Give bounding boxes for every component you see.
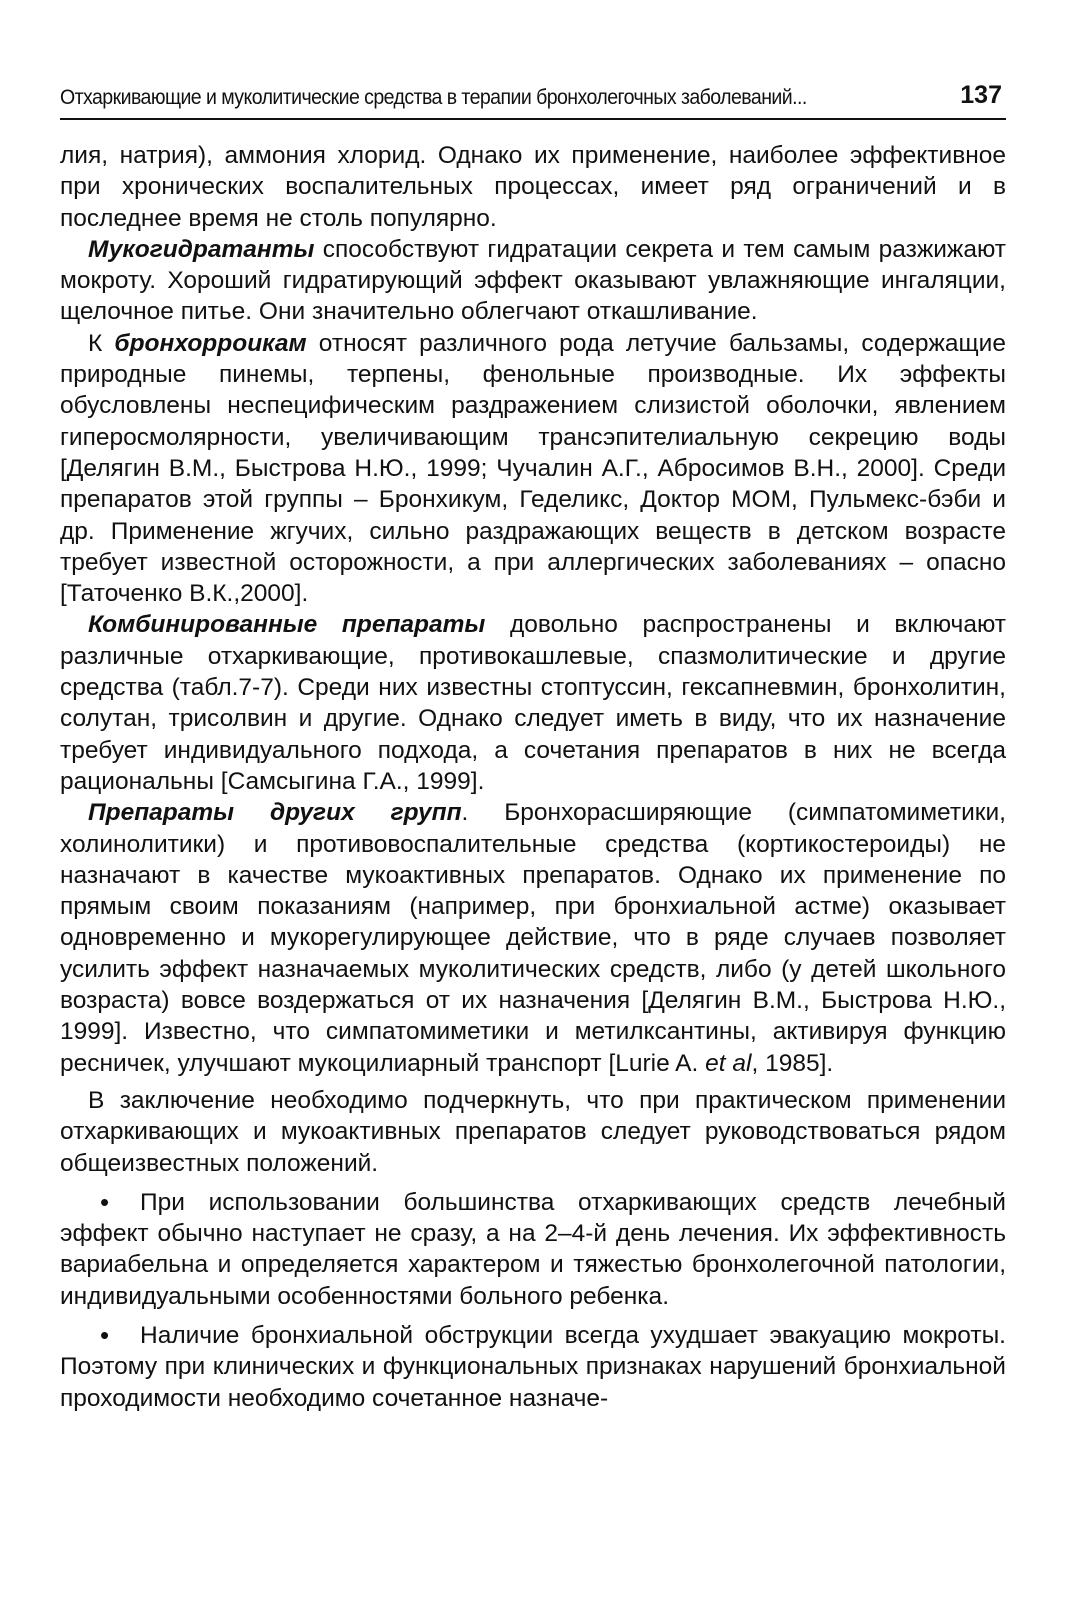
italic-et-al: et al [705,1049,752,1077]
running-header [60,70,1006,120]
bullet-dot-icon: • [100,1319,110,1350]
bullet-item [60,1187,1006,1312]
bullet-text: При использовании большинства отхаркивающих средств лечебный эффект обычно наступает не сразу, а на 2–4-й день лечения. Их эффективность вариабельна и определяется характером и тяжестью бронхолегочной патологии, индивидуальными особенностями больного ребенка. [60,1188,1006,1310]
book-page [60,70,1006,1414]
term-other-groups: Препараты других групп [88,799,462,827]
paragraph-conclusion [60,1085,1006,1179]
paragraph-mucohydratants [60,234,1006,328]
paragraph-combined-drugs [60,609,1006,797]
bullet-dot-icon: • [100,1186,110,1217]
bullet-item [60,1320,1006,1414]
paragraph-continuation [60,140,1006,234]
term-bronchorrhoics: бронхорроикам [114,329,307,357]
bullet-text: Наличие бронхиальной обструкции всегда ухудшает эвакуацию мокроты. Поэтому при клинических и функциональных признаках нарушений бронхиальной проходимости необходимо сочетанное назначе- [60,1321,1006,1412]
paragraph-other-groups [60,797,1006,1079]
paragraph-text: относят различного рода летучие бальзамы, содержащие природные пинемы, терпены, фенольные производные. Их эффекты обусловлены неспецифическим раздражением слизистой оболочки, явлением гиперосмолярности, увеличивающим трансэпителиальную секрецию воды [Делягин В.М., Быстрова Н.Ю., 1999; Чучалин А.Г., Абросимов В.Н., 2000]. Среди препаратов этой группы – Бронхикум, Геделикс, Доктор МОМ, Пульмекс-бэби и др. Применение жгучих, сильно раздражающих веществ в детском возрасте требует известной осторожности, а при аллергических заболеваниях – опасно [Таточенко В.К.,2000]. [60,329,1006,608]
paragraph-text: В заключение необходимо подчеркнуть, что при практическом применении отхаркивающих и мукоактивных препаратов следует руководствоваться рядом общеизвестных положений. [60,1086,1006,1177]
page-number: 137 [960,81,1002,109]
term-mucohydratants: Мукогидратанты [88,235,315,263]
running-title: Отхаркивающие и муколитические средства в терапии бронхолегочных заболеваний... [60,86,807,109]
paragraph-text: . Бронхорасширяющие (симпатомиметики, холинолитики) и противовоспалительные средства (кортикостероиды) не назначают в качестве мукоактивных препаратов. Однако их применение по прямым своим показаниям (например, при бронхиальной астме) оказывает одновременно и мукорегулирующее действие, что в ряде случаев позволяет усилить эффект назначаемых муколитических средств, либо (у детей школьного возраста) вовсе воздержаться от их назначения [Делягин В.М., Быстрова Н.Ю., 1999]. Известно, что симпатомиметики и метилксантины, активируя функцию ресничек, улучшают мукоцилиарный транспорт [Lurie A. [60,799,1006,1077]
paragraph-bronchorrhoics [60,328,1006,610]
paragraph-text: способствуют гидратации секрета и тем самым разжижают мокроту. Хороший гидратирующий эффект оказывают увлажняющие ингаляции, щелочное питье. Они значительно облегчают откашливание. [60,235,1006,326]
paragraph-text: лия, натрия), аммония хлорид. Однако их применение, наиболее эффективное при хронических воспалительных процессах, имеет ряд ограничений и в последнее время не столь популярно. [60,142,1006,232]
paragraph-text-end: , 1985]. [751,1049,834,1077]
term-combined-drugs: Комбинированные препараты [88,611,486,639]
body-text [60,140,1006,1414]
paragraph-text: довольно распространены и включают различные отхаркивающие, противокашлевые, спазмолитические и другие средства (табл.7-7). Среди них известны стоптуссин, гексапневмин, бронхолитин, солутан, трисолвин и другие. Однако следует иметь в виду, что их назначение требует индивидуального подхода, а сочетания препаратов в них не всегда рациональны [Самсыгина Г.А., 1999]. [60,611,1006,795]
paragraph-prefix: К [88,329,115,357]
